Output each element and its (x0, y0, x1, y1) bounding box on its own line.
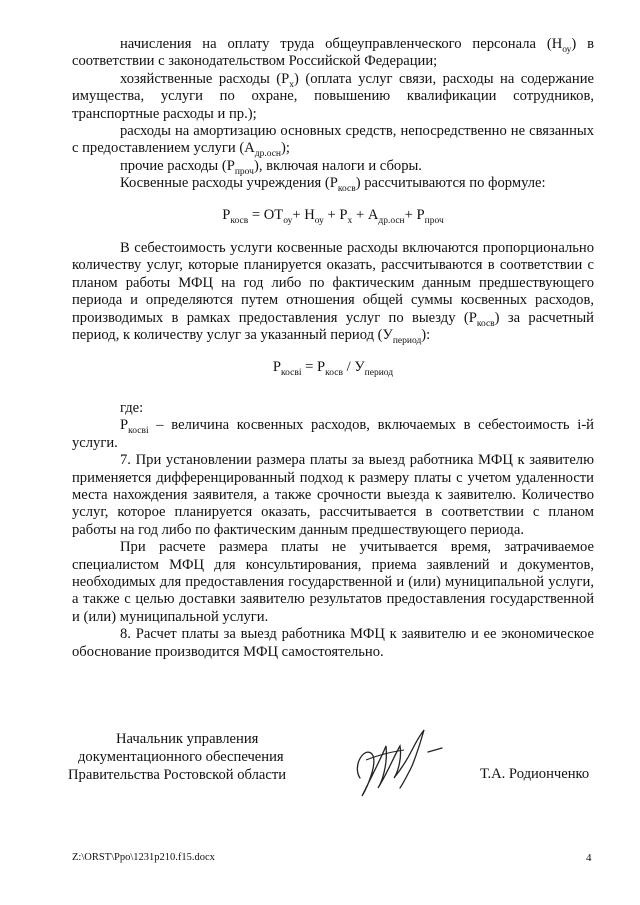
document-body (72, 36, 594, 661)
signatory-title-line1: Начальник управления (116, 731, 259, 747)
signatory-title-line3: Правительства Ростовской области (68, 767, 287, 783)
page-number: 4 (586, 852, 592, 864)
item-household-costs: хозяйственные расходы $(Р_х)$ (оплата услуг связи, расходы на содержание имущества, услуги по охране, повышению квалификации сотрудников, транспортные расходы и пр.); (72, 70, 594, 122)
where-label: где: (120, 399, 144, 416)
signatory-title (68, 730, 308, 784)
paragraph-cost-allocation: В себестоимость услуги косвенные расходы включаются пропорционально количеству услуг, которые планируется оказать, рассчитываются в соответствии с планом работы МФЦ на год либо по фактическим данным предшествующего периода и определяются путем отношения общей суммы косвенных расходов, производимых в рамках предоставления услуг по выезду $(Р_{косв})$ за расчетный период, к количеству услуг за указанный период $(У_{период})$: (72, 240, 594, 346)
handwritten-signature (342, 716, 452, 806)
formula-indirect-costs: $Р_{косв} = ОТ_{оу}+ Н_{оу} + Р_х + А_{др.осн}+ Р_{проч}$ (222, 206, 444, 226)
indirect-costs-intro: Косвенные расходы учреждения $(Р_{косв})$ рассчитываются по формуле: (120, 175, 546, 195)
formula-indirect-per-service: $Р_{косвi} = Р_{косв} / У_{период}$ (272, 358, 394, 378)
item-other-costs: прочие расходы $(Р_{проч})$, включая налоги и сборы. (120, 157, 422, 177)
paragraph-time-excluded: При расчете размера платы не учитывается время, затрачиваемое специалистом МФЦ для консультирования, приема заявлений и документов, необходимых для предоставления государственной и (или) муниципальной услуги, а также с целью доставки заявителю результатов предоставления государственной и (или) муниципальной услуги. (72, 539, 594, 625)
paragraph-8: 8. Расчет платы за выезд работника МФЦ к заявителю и ее экономическое обоснование производится МФЦ самостоятельно. (72, 626, 594, 660)
item-depreciation: расходы на амортизацию основных средств, непосредственно не связанных с предоставлением услуги $(А_{др.осн})$; (72, 123, 594, 160)
signatory-name: Т.А. Родионченко (480, 766, 590, 782)
signatory-title-line2: документационного обеспечения (78, 749, 284, 765)
item-overhead-salary: начисления на оплату труда общеуправленческого персонала $(Н_{оу})$ в соответствии с законодательством Российской Федерации; (72, 36, 594, 70)
paragraph-7: 7. При установлении размера платы за выезд работника МФЦ к заявителю применяется дифференцированный подход к размеру платы с учетом удаленности места нахождения заявителя, а также срочности выезда к заявителю. Количество услуг, которое планируется оказать, рассчитывается в соответствии с планом работы на год либо по фактическим данным предшествующего периода. (72, 452, 594, 538)
footer-file-path: Z:\ORST\Ppo\1231p210.f15.docx (72, 852, 215, 863)
definition-indirect-per-service: $Р_{косвi}$ – величина косвенных расходов, включаемых в себестоимость i-й услуги. (72, 417, 594, 451)
